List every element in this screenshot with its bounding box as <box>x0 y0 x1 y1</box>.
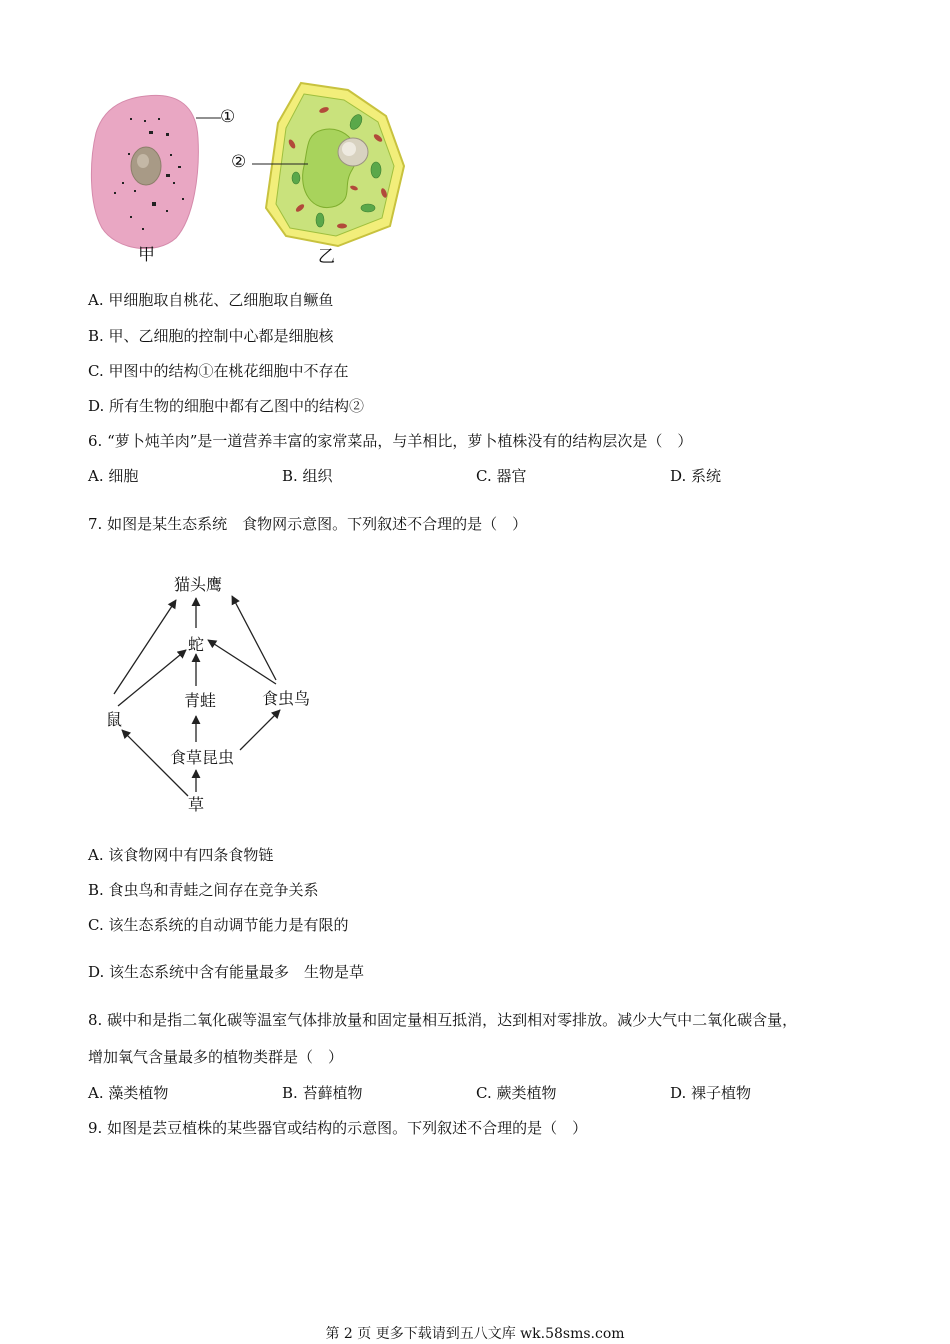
food-web-grass: 草 <box>188 795 205 814</box>
q8-option-d: D. 裸子植物 <box>670 1084 752 1102</box>
q7-option-b: B. 食虫鸟和青蛙之间存在竞争关系 <box>88 881 319 899</box>
page-footer: 第 2 页 更多下载请到五八文库 wk.58sms.com <box>325 1326 625 1342</box>
food-web-snake: 蛇 <box>188 635 205 654</box>
q5-option-a: A. 甲细胞取自桃花、乙细胞取自鳜鱼 <box>88 291 334 309</box>
q7-option-c: C. 该生态系统的自动调节能力是有限的 <box>88 916 349 934</box>
food-web-mouse: 鼠 <box>106 710 123 729</box>
label-jia: 甲 <box>138 245 155 265</box>
q9-stem: 9. 如图是芸豆植株的某些器官或结构的示意图。下列叙述不合理的是（ ） <box>88 1119 588 1137</box>
q8-stem-line2: 增加氧气含量最多的植物类群是（ ） <box>88 1048 344 1066</box>
marker-1: ① <box>220 107 236 127</box>
food-web-bird: 食虫鸟 <box>262 689 311 708</box>
q8-option-b: B. 苔藓植物 <box>282 1084 363 1102</box>
food-web-insect: 食草昆虫 <box>170 748 235 767</box>
label-yi: 乙 <box>318 247 335 267</box>
food-web-owl: 猫头鹰 <box>174 575 223 594</box>
q7-option-d: D. 该生态系统中含有能量最多 生物是草 <box>88 963 365 981</box>
q6-stem: 6. “萝卜炖羊肉”是一道营养丰富的家常菜品，与羊相比，萝卜植株没有的结构层次是（ ） <box>88 432 693 450</box>
q6-option-c: C. 器官 <box>476 467 527 485</box>
q6-option-a: A. 细胞 <box>88 467 139 485</box>
q7-option-a: A. 该食物网中有四条食物链 <box>88 846 274 864</box>
q8-option-a: A. 藻类植物 <box>88 1084 169 1102</box>
q5-option-b: B. 甲、乙细胞的控制中心都是细胞核 <box>88 327 334 345</box>
q5-option-c: C. 甲图中的结构①在桃花细胞中不存在 <box>88 362 349 380</box>
q6-option-d: D. 系统 <box>670 467 722 485</box>
q5-option-d: D. 所有生物的细胞中都有乙图中的结构② <box>88 397 365 415</box>
q6-option-b: B. 组织 <box>282 467 333 485</box>
q8-option-c: C. 蕨类植物 <box>476 1084 557 1102</box>
marker-2: ② <box>231 152 247 172</box>
q7-stem: 7. 如图是某生态系统 食物网示意图。下列叙述不合理的是（ ） <box>88 515 528 533</box>
food-web-frog: 青蛙 <box>184 691 217 710</box>
q8-stem-line1: 8. 碳中和是指二氧化碳等温室气体排放量和固定量相互抵消，达到相对零排放。减少大气中二氧化碳含量， <box>88 1011 798 1029</box>
